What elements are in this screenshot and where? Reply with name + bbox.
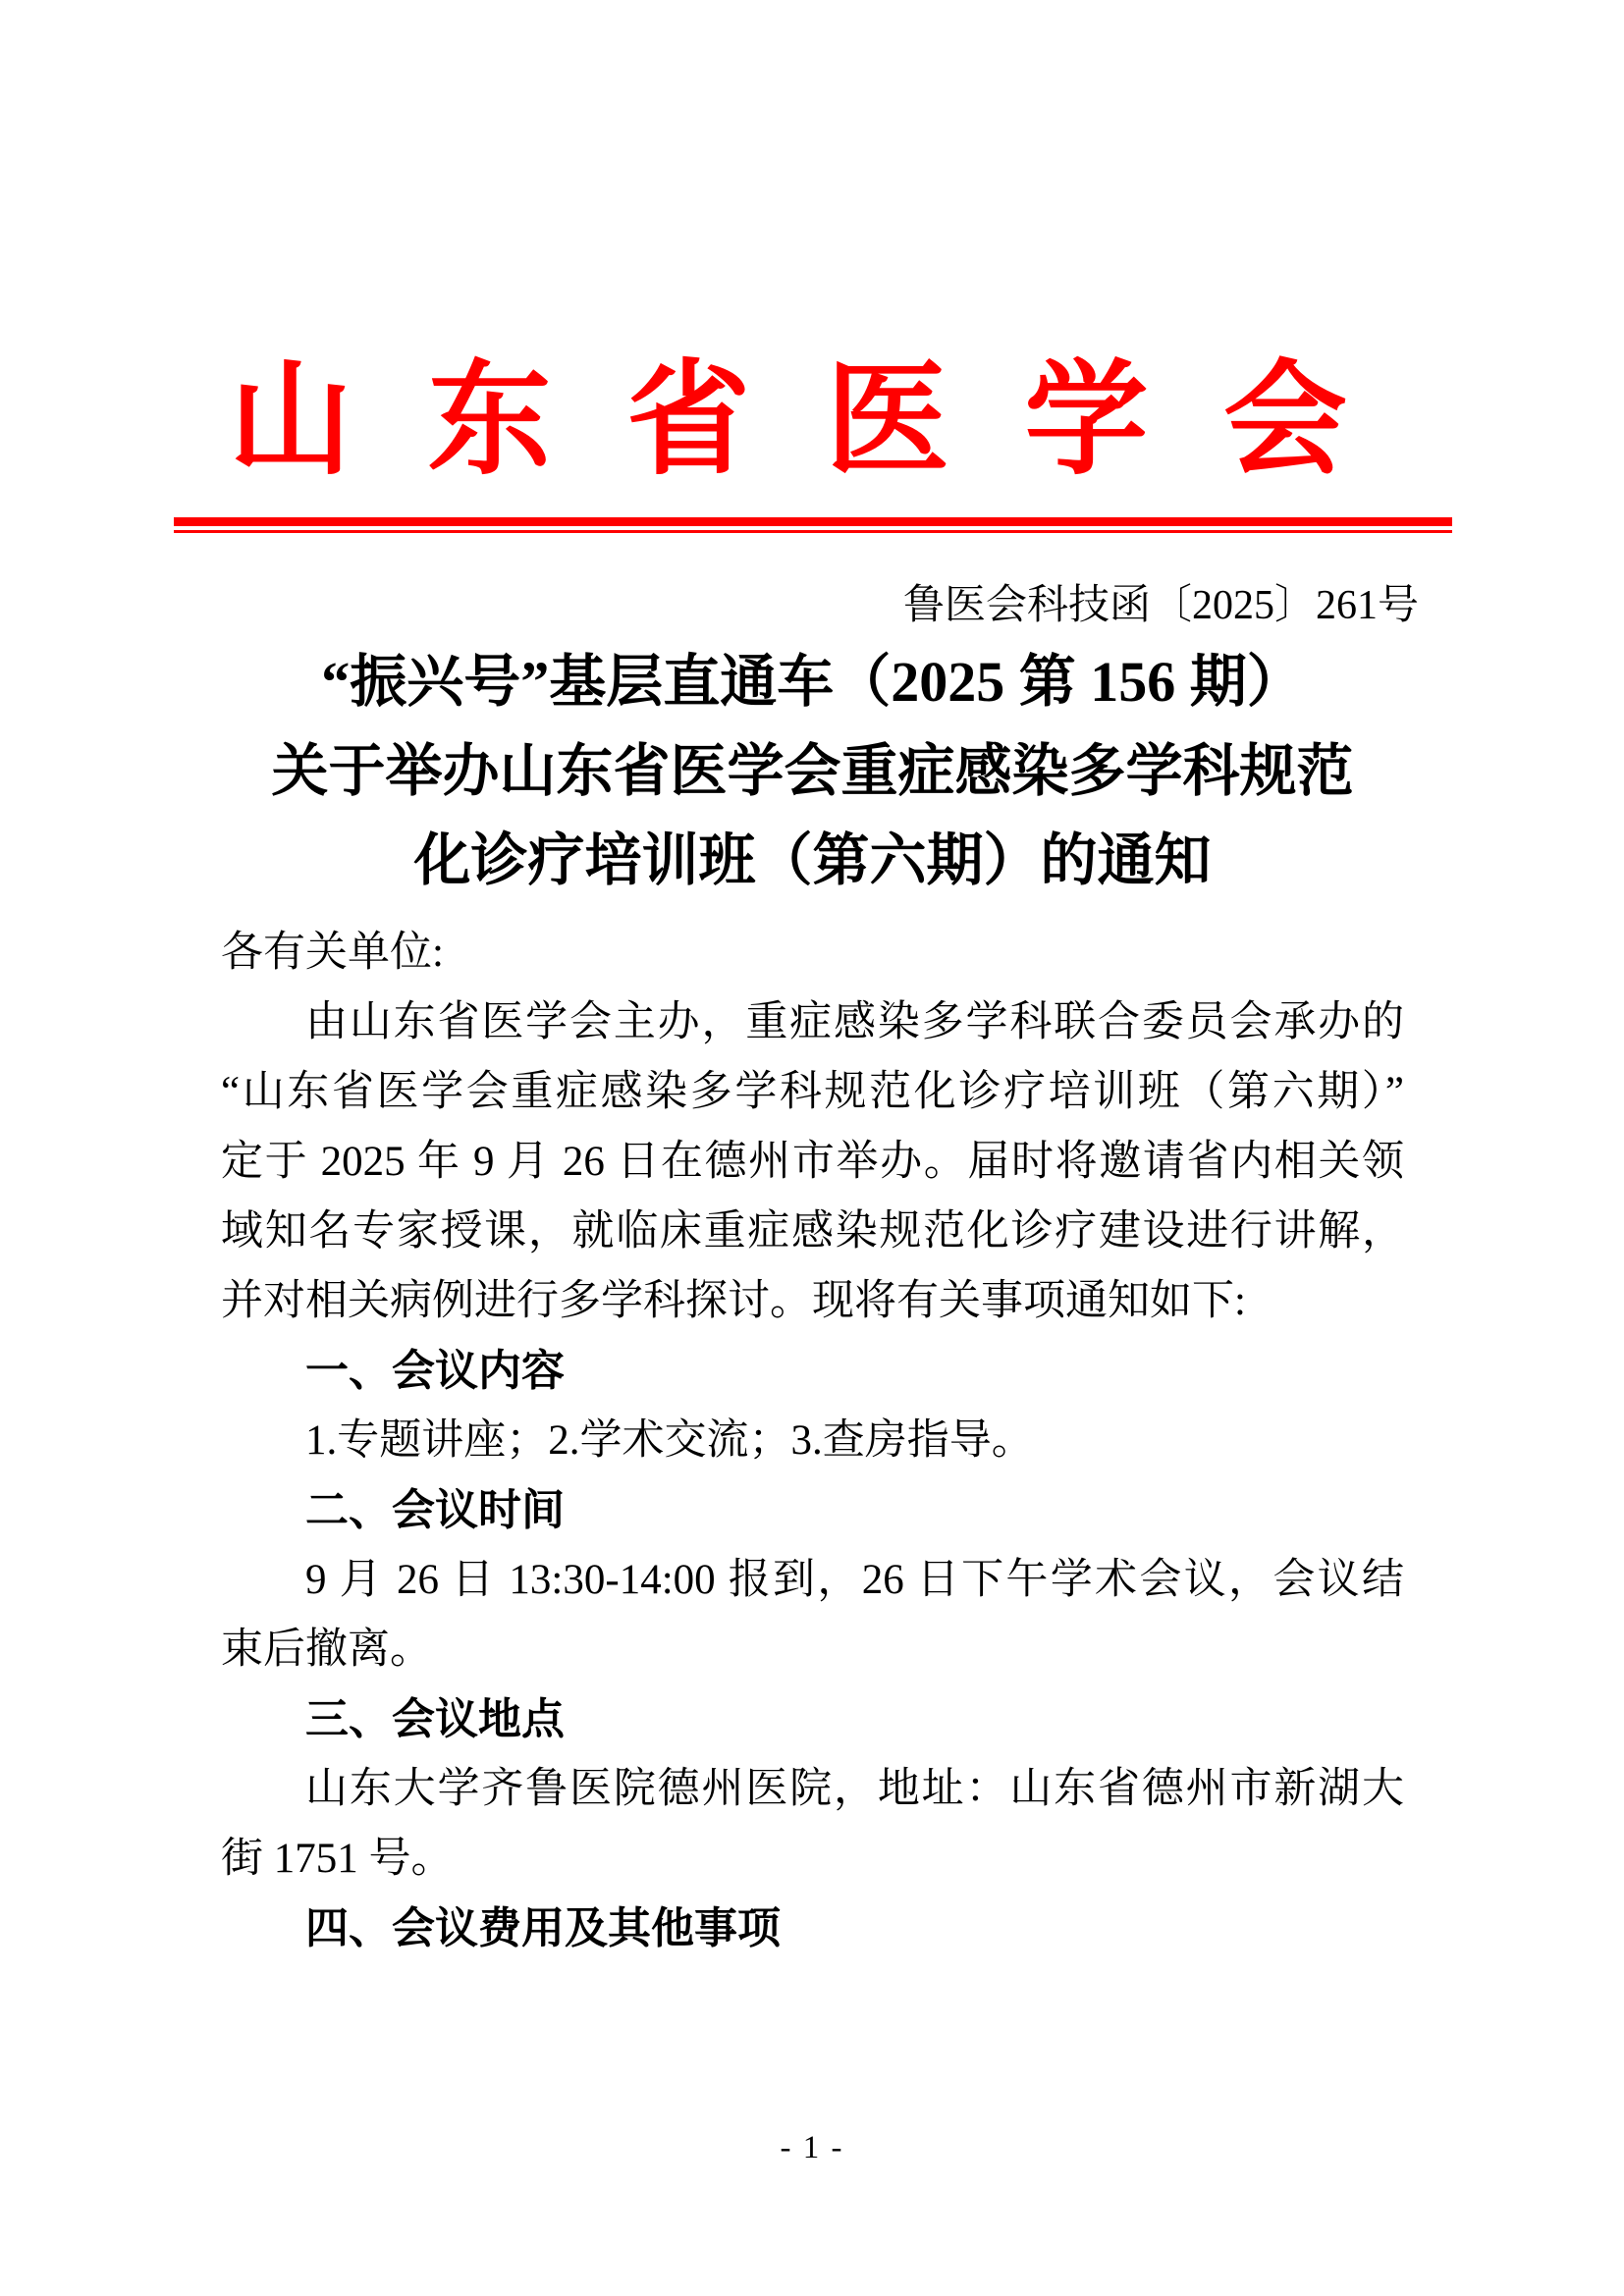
- body-line: 域知名专家授课，就临床重症感染规范化诊疗建设进行讲解，: [221, 1208, 1404, 1255]
- letterhead-divider-rule: [174, 517, 1452, 533]
- body-line: 并对相关病例进行多学科探讨。现将有关事项通知如下:: [221, 1278, 1246, 1324]
- letterhead-org-name: [229, 344, 1347, 501]
- org-name-char: 东: [427, 353, 552, 490]
- notice-body: [221, 918, 1404, 1963]
- notice-title-line: 化诊疗培训班（第六期）的通知: [413, 828, 1212, 892]
- org-name-char: 山: [229, 353, 352, 490]
- notice-title-line: 关于举办山东省医学会重症感染多学科规范: [271, 739, 1354, 803]
- org-name-char: 省: [626, 353, 751, 490]
- body-line: 1.专题讲座；2.学术交流；3.查房指导。: [305, 1417, 1034, 1464]
- body-line: 街 1751 号。: [221, 1836, 454, 1882]
- divider-thin-line: [174, 530, 1452, 533]
- body-line: 束后撤离。: [221, 1627, 432, 1673]
- org-name-char: 会: [1222, 353, 1347, 490]
- org-name-char: 学: [1024, 353, 1149, 490]
- page-number: - 1 -: [780, 2130, 844, 2165]
- body-line: 山东大学齐鲁医院德州医院，地址：山东省德州市新湖大: [305, 1766, 1404, 1812]
- section-heading-2: 二、会议时间: [305, 1486, 565, 1534]
- body-line: 9 月 26 日 13:30-14:00 报到，26 日下午学术会议，会议结: [305, 1557, 1404, 1603]
- section-heading-4: 四、会议费用及其他事项: [305, 1904, 781, 1952]
- document-reference-number: 鲁医会科技函〔2025〕261号: [902, 583, 1419, 628]
- body-line: “山东省医学会重症感染多学科规范化诊疗培训班（第六期）”: [221, 1069, 1404, 1115]
- divider-thick-line: [174, 517, 1452, 526]
- body-line: 由山东省医学会主办，重症感染多学科联合委员会承办的: [305, 999, 1404, 1045]
- notice-title: [221, 637, 1404, 905]
- org-name-char: 医: [825, 353, 949, 490]
- body-line: 定于 2025 年 9 月 26 日在德州市举办。届时将邀请省内相关领: [221, 1139, 1404, 1185]
- salutation-line: 各有关单位:: [221, 930, 444, 976]
- section-heading-3: 三、会议地点: [305, 1695, 565, 1743]
- notice-title-line: “振兴号”基层直通车（2025 第 156 期）: [321, 650, 1304, 714]
- section-heading-1: 一、会议内容: [305, 1347, 565, 1395]
